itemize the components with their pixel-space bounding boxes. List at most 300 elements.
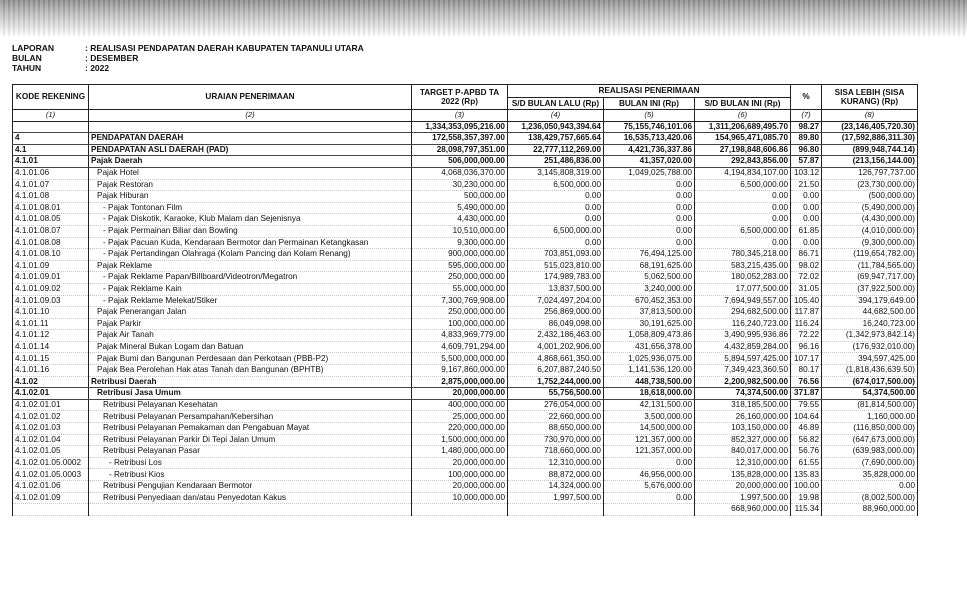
col-index: (3) xyxy=(412,110,508,121)
row-realisasi-ini: 121,357,000.00 xyxy=(604,434,695,446)
row-description: - Retribusi Kios xyxy=(89,469,412,481)
row-code: 4.1.01.08.10 xyxy=(13,249,89,261)
row-target: 9,167,860,000.00 xyxy=(412,365,508,377)
col-index: (1) xyxy=(13,110,89,121)
row-description: Pajak Parkir xyxy=(89,318,412,330)
row-realisasi-lalu: 0.00 xyxy=(508,191,604,203)
row-realisasi-ini: 4,421,736,337.86 xyxy=(604,144,695,156)
row-description: Pajak Reklame xyxy=(89,260,412,272)
row-realisasi-lalu: 0.00 xyxy=(508,237,604,249)
table-row xyxy=(13,365,918,377)
report-month: : DESEMBER xyxy=(85,53,139,63)
row-target: 100,000,000.00 xyxy=(412,469,508,481)
col-header-ini: BULAN INI (Rp) xyxy=(604,97,695,110)
report-title-row xyxy=(12,43,364,53)
row-sisa: (37,922,500.00) xyxy=(822,283,918,295)
row-percent: 61.85 xyxy=(791,225,822,237)
row-sisa: (500,000.00) xyxy=(822,191,918,203)
row-description: Retribusi Penyediaan dan/atau Penyedotan Kakus xyxy=(89,492,412,504)
row-description: Pajak Bea Perolehan Hak atas Tanah dan Bangunan (BPHTB) xyxy=(89,365,412,377)
table-row xyxy=(13,318,918,330)
row-realisasi-lalu: 86,049,098.00 xyxy=(508,318,604,330)
row-target: 5,490,000.00 xyxy=(412,202,508,214)
row-realisasi-sd-ini: 0.00 xyxy=(695,202,791,214)
row-realisasi-ini: 0.00 xyxy=(604,202,695,214)
row-percent: 116.24 xyxy=(791,318,822,330)
row-realisasi-lalu: 4,868,661,350.00 xyxy=(508,353,604,365)
row-target: 4,609,791,294.00 xyxy=(412,341,508,353)
row-realisasi-lalu xyxy=(508,504,604,516)
row-percent: 96.16 xyxy=(791,341,822,353)
row-code: 4.1.01.09.01 xyxy=(13,272,89,284)
row-percent: 135.83 xyxy=(791,469,822,481)
report-year: : 2022 xyxy=(85,63,110,73)
row-realisasi-ini: 0.00 xyxy=(604,191,695,203)
row-sisa: (176,932,010.00) xyxy=(822,341,918,353)
row-sisa: (17,592,886,311.30) xyxy=(822,133,918,145)
table-row xyxy=(13,423,918,435)
row-realisasi-lalu: 12,310,000.00 xyxy=(508,457,604,469)
row-code: 4.1.01.08.07 xyxy=(13,225,89,237)
table-row xyxy=(13,133,918,145)
col-index: (8) xyxy=(822,110,918,121)
row-realisasi-lalu: 256,869,000.00 xyxy=(508,307,604,319)
row-sisa: (11,784,565.00) xyxy=(822,260,918,272)
row-description: PENDAPATAN DAERAH xyxy=(89,133,412,145)
row-realisasi-lalu: 13,837,500.00 xyxy=(508,283,604,295)
row-code: 4.1.01 xyxy=(13,156,89,168)
row-sisa: (81,814,500.00) xyxy=(822,399,918,411)
row-code: 4.1.01.09.03 xyxy=(13,295,89,307)
row-sisa: (4,010,000.00) xyxy=(822,225,918,237)
row-sisa: (5,490,000.00) xyxy=(822,202,918,214)
row-realisasi-sd-ini: 780,345,218.00 xyxy=(695,249,791,261)
table-row xyxy=(13,214,918,226)
row-sisa: (119,654,782.00) xyxy=(822,249,918,261)
row-percent: 76.56 xyxy=(791,376,822,388)
row-realisasi-ini: 0.00 xyxy=(604,492,695,504)
row-realisasi-lalu: 718,660,000.00 xyxy=(508,446,604,458)
row-realisasi-lalu: 1,997,500.00 xyxy=(508,492,604,504)
row-realisasi-ini: 670,452,353.00 xyxy=(604,295,695,307)
col-index: (4) xyxy=(508,110,604,121)
row-description: - Retribusi Los xyxy=(89,457,412,469)
row-percent: 107.17 xyxy=(791,353,822,365)
scan-artifact xyxy=(0,0,967,36)
row-code: 4.1.02.01.03 xyxy=(13,423,89,435)
row-percent: 0.00 xyxy=(791,214,822,226)
table-row xyxy=(13,434,918,446)
row-description: Retribusi Pelayanan Pemakaman dan Pengabuan Mayat xyxy=(89,423,412,435)
row-realisasi-sd-ini: 116,240,723.00 xyxy=(695,318,791,330)
row-percent: 100.00 xyxy=(791,481,822,493)
row-realisasi-lalu: 6,500,000.00 xyxy=(508,179,604,191)
row-percent: 89.80 xyxy=(791,133,822,145)
row-realisasi-ini: 5,062,500.00 xyxy=(604,272,695,284)
row-code: 4.1.02 xyxy=(13,376,89,388)
col-index: (2) xyxy=(89,110,412,121)
row-description: Pajak Restoran xyxy=(89,179,412,191)
row-realisasi-lalu: 4,001,202,906.00 xyxy=(508,341,604,353)
row-target: 400,000,000.00 xyxy=(412,399,508,411)
row-realisasi-ini: 16,535,713,420.06 xyxy=(604,133,695,145)
row-target: 30,230,000.00 xyxy=(412,179,508,191)
row-realisasi-lalu: 3,145,808,319.00 xyxy=(508,167,604,179)
row-realisasi-sd-ini: 27,198,848,606.86 xyxy=(695,144,791,156)
row-description: Pajak Penerangan Jalan xyxy=(89,307,412,319)
row-percent: 0.00 xyxy=(791,191,822,203)
row-code: 4.1.02.01.06 xyxy=(13,481,89,493)
table-row xyxy=(13,121,918,133)
row-percent: 19.98 xyxy=(791,492,822,504)
table-row xyxy=(13,179,918,191)
row-realisasi-sd-ini: 4,432,859,284.00 xyxy=(695,341,791,353)
row-realisasi-ini: 68,191,625.00 xyxy=(604,260,695,272)
row-sisa: (647,673,000.00) xyxy=(822,434,918,446)
row-realisasi-ini: 41,357,020.00 xyxy=(604,156,695,168)
row-realisasi-sd-ini: 6,500,000.00 xyxy=(695,179,791,191)
table-row xyxy=(13,272,918,284)
table-row xyxy=(13,283,918,295)
row-realisasi-ini: 14,500,000.00 xyxy=(604,423,695,435)
row-sisa: 0.00 xyxy=(822,481,918,493)
row-realisasi-ini: 448,738,500.00 xyxy=(604,376,695,388)
row-realisasi-ini: 37,813,500.00 xyxy=(604,307,695,319)
row-realisasi-ini: 0.00 xyxy=(604,225,695,237)
row-description: Pajak Daerah xyxy=(89,156,412,168)
row-code: 4.1.01.12 xyxy=(13,330,89,342)
row-realisasi-sd-ini: 26,160,000.00 xyxy=(695,411,791,423)
row-code: 4.1.02.01.01 xyxy=(13,399,89,411)
table-body xyxy=(13,121,918,515)
row-sisa: (8,002,500.00) xyxy=(822,492,918,504)
row-realisasi-sd-ini: 154,965,471,085.70 xyxy=(695,133,791,145)
row-target: 28,098,797,351.00 xyxy=(412,144,508,156)
row-description: Retribusi Pelayanan Kesehatan xyxy=(89,399,412,411)
row-realisasi-lalu: 730,970,000.00 xyxy=(508,434,604,446)
row-realisasi-ini xyxy=(604,504,695,516)
row-realisasi-ini: 0.00 xyxy=(604,179,695,191)
row-realisasi-sd-ini: 583,215,435.00 xyxy=(695,260,791,272)
row-target: 900,000,000.00 xyxy=(412,249,508,261)
row-target: 220,000,000.00 xyxy=(412,423,508,435)
row-realisasi-ini: 0.00 xyxy=(604,214,695,226)
row-target: 100,000,000.00 xyxy=(412,318,508,330)
row-code: 4.1.01.14 xyxy=(13,341,89,353)
table-row xyxy=(13,388,918,400)
row-sisa: (899,948,744.14) xyxy=(822,144,918,156)
table-row xyxy=(13,411,918,423)
row-realisasi-sd-ini: 7,694,949,557.00 xyxy=(695,295,791,307)
row-target: 10,510,000.00 xyxy=(412,225,508,237)
col-header-pct: % xyxy=(791,85,822,110)
row-percent: 46.89 xyxy=(791,423,822,435)
column-index-row xyxy=(13,110,918,121)
row-target: 10,000,000.00 xyxy=(412,492,508,504)
meta-label-tahun: TAHUN xyxy=(12,63,42,73)
row-realisasi-ini: 18,618,000.00 xyxy=(604,388,695,400)
row-target: 4,833,969,779.00 xyxy=(412,330,508,342)
row-code: 4.1.01.15 xyxy=(13,353,89,365)
table-row xyxy=(13,341,918,353)
col-header-kode: KODE REKENING xyxy=(13,85,89,110)
row-code: 4.1.01.08.08 xyxy=(13,237,89,249)
row-percent: 0.00 xyxy=(791,202,822,214)
report-year-row xyxy=(12,63,364,73)
row-realisasi-sd-ini: 5,894,597,425.00 xyxy=(695,353,791,365)
row-sisa: 35,828,000.00 xyxy=(822,469,918,481)
col-header-target: TARGET P-APBD TA 2022 (Rp) xyxy=(412,85,508,110)
table-row xyxy=(13,237,918,249)
row-sisa: (1,818,436,639.50) xyxy=(822,365,918,377)
row-realisasi-lalu: 14,324,000.00 xyxy=(508,481,604,493)
row-code: 4.1.02.01.02 xyxy=(13,411,89,423)
row-description: Retribusi Jasa Umum xyxy=(89,388,412,400)
row-realisasi-sd-ini: 103,150,000.00 xyxy=(695,423,791,435)
report-title: : REALISASI PENDAPATAN DAERAH KABUPATEN TAPANULI UTARA xyxy=(85,43,364,53)
col-header-sisa: SISA LEBIH (SISA KURANG) (Rp) xyxy=(822,85,918,110)
row-realisasi-lalu: 1,236,050,943,394.64 xyxy=(508,121,604,133)
row-description: - Pajak Permainan Biliar dan Bowling xyxy=(89,225,412,237)
row-sisa: (23,146,405,720.30) xyxy=(822,121,918,133)
row-realisasi-ini: 1,025,936,075.00 xyxy=(604,353,695,365)
row-realisasi-sd-ini: 668,960,000.00 xyxy=(695,504,791,516)
col-header-sd-ini: S/D BULAN INI (Rp) xyxy=(695,97,791,110)
row-realisasi-ini: 431,656,378.00 xyxy=(604,341,695,353)
row-description: - Pajak Tontonan Film xyxy=(89,202,412,214)
row-realisasi-sd-ini: 0.00 xyxy=(695,237,791,249)
row-target: 25,000,000.00 xyxy=(412,411,508,423)
row-target xyxy=(412,504,508,516)
row-realisasi-sd-ini: 3,490,995,936.86 xyxy=(695,330,791,342)
row-percent: 56.76 xyxy=(791,446,822,458)
row-target: 7,300,769,908.00 xyxy=(412,295,508,307)
row-realisasi-ini: 75,155,746,101.06 xyxy=(604,121,695,133)
row-percent: 80.17 xyxy=(791,365,822,377)
row-realisasi-sd-ini: 17,077,500.00 xyxy=(695,283,791,295)
row-percent: 72.22 xyxy=(791,330,822,342)
row-description: - Pajak Reklame Kain xyxy=(89,283,412,295)
row-realisasi-lalu: 6,500,000.00 xyxy=(508,225,604,237)
row-realisasi-lalu: 22,660,000.00 xyxy=(508,411,604,423)
row-percent: 115.34 xyxy=(791,504,822,516)
table-row xyxy=(13,307,918,319)
row-realisasi-lalu: 2,432,186,463.00 xyxy=(508,330,604,342)
table-row xyxy=(13,353,918,365)
report-header xyxy=(12,43,364,73)
row-code: 4.1.01.06 xyxy=(13,167,89,179)
row-description: - Pajak Reklame Melekat/Stiker xyxy=(89,295,412,307)
row-realisasi-sd-ini: 12,310,000.00 xyxy=(695,457,791,469)
row-target: 20,000,000.00 xyxy=(412,457,508,469)
row-realisasi-sd-ini: 0.00 xyxy=(695,191,791,203)
row-percent: 57.87 xyxy=(791,156,822,168)
row-realisasi-lalu: 88,650,000.00 xyxy=(508,423,604,435)
row-percent: 86.71 xyxy=(791,249,822,261)
row-percent: 103.12 xyxy=(791,167,822,179)
row-realisasi-ini: 121,357,000.00 xyxy=(604,446,695,458)
row-realisasi-sd-ini: 318,185,500.00 xyxy=(695,399,791,411)
row-description: Pajak Bumi dan Bangunan Perdesaan dan Perkotaan (PBB-P2) xyxy=(89,353,412,365)
col-header-uraian: URAIAN PENERIMAAN xyxy=(89,85,412,110)
table-row xyxy=(13,481,918,493)
row-realisasi-sd-ini: 292,843,856.00 xyxy=(695,156,791,168)
row-realisasi-lalu: 0.00 xyxy=(508,214,604,226)
row-realisasi-sd-ini: 4,194,834,107.00 xyxy=(695,167,791,179)
row-code: 4.1.02.01.09 xyxy=(13,492,89,504)
row-sisa: 1,160,000.00 xyxy=(822,411,918,423)
row-sisa: (9,300,000.00) xyxy=(822,237,918,249)
row-target: 250,000,000.00 xyxy=(412,272,508,284)
row-realisasi-lalu: 251,486,836.00 xyxy=(508,156,604,168)
row-realisasi-ini: 0.00 xyxy=(604,237,695,249)
row-percent: 72.02 xyxy=(791,272,822,284)
row-code xyxy=(13,504,89,516)
row-code: 4.1.01.10 xyxy=(13,307,89,319)
table-header-row xyxy=(13,85,918,98)
row-realisasi-ini: 3,240,000.00 xyxy=(604,283,695,295)
row-target: 20,000,000.00 xyxy=(412,481,508,493)
row-percent: 21.50 xyxy=(791,179,822,191)
table-row xyxy=(13,492,918,504)
row-realisasi-sd-ini: 6,500,000.00 xyxy=(695,225,791,237)
col-index: (6) xyxy=(695,110,791,121)
row-realisasi-sd-ini: 135,828,000.00 xyxy=(695,469,791,481)
meta-label-laporan: LAPORAN xyxy=(12,43,55,53)
row-realisasi-sd-ini: 0.00 xyxy=(695,214,791,226)
col-header-lalu: S/D BULAN LALU (Rp) xyxy=(508,97,604,110)
row-target: 4,430,000.00 xyxy=(412,214,508,226)
row-target: 1,334,353,095,216.00 xyxy=(412,121,508,133)
row-sisa: (674,017,500.00) xyxy=(822,376,918,388)
row-percent: 96.80 xyxy=(791,144,822,156)
row-target: 2,875,000,000.00 xyxy=(412,376,508,388)
row-code: 4.1.01.08 xyxy=(13,191,89,203)
table-row xyxy=(13,167,918,179)
row-description xyxy=(89,504,412,516)
row-percent: 98.02 xyxy=(791,260,822,272)
row-target: 1,480,000,000.00 xyxy=(412,446,508,458)
row-description xyxy=(89,121,412,133)
row-realisasi-sd-ini: 840,017,000.00 xyxy=(695,446,791,458)
row-target: 595,000,000.00 xyxy=(412,260,508,272)
row-sisa: 394,179,649.00 xyxy=(822,295,918,307)
row-code: 4.1.02.01.05.0003 xyxy=(13,469,89,481)
row-sisa: 54,374,500.00 xyxy=(822,388,918,400)
table-row xyxy=(13,191,918,203)
row-target: 5,500,000,000.00 xyxy=(412,353,508,365)
row-target: 20,000,000.00 xyxy=(412,388,508,400)
row-realisasi-sd-ini: 7,349,423,360.50 xyxy=(695,365,791,377)
row-percent: 98.27 xyxy=(791,121,822,133)
row-percent: 104.64 xyxy=(791,411,822,423)
row-realisasi-lalu: 276,054,000.00 xyxy=(508,399,604,411)
row-sisa: (213,156,144.00) xyxy=(822,156,918,168)
row-realisasi-sd-ini: 20,000,000.00 xyxy=(695,481,791,493)
row-realisasi-lalu: 138,429,757,665.64 xyxy=(508,133,604,145)
row-description: - Pajak Pacuan Kuda, Kendaraan Bermotor dan Permainan Ketangkasan xyxy=(89,237,412,249)
row-description: Pajak Air Tanah xyxy=(89,330,412,342)
row-description: Retribusi Pengujian Kendaraan Bermotor xyxy=(89,481,412,493)
row-realisasi-ini: 1,141,536,120.00 xyxy=(604,365,695,377)
row-realisasi-lalu: 22,777,112,269.00 xyxy=(508,144,604,156)
row-realisasi-ini: 30,191,625.00 xyxy=(604,318,695,330)
row-description: - Pajak Reklame Papan/Billboard/Videotron/Megatron xyxy=(89,272,412,284)
row-sisa: 88,960,000.00 xyxy=(822,504,918,516)
table-row xyxy=(13,376,918,388)
row-realisasi-sd-ini: 1,311,206,689,495.70 xyxy=(695,121,791,133)
row-sisa: 16,240,723.00 xyxy=(822,318,918,330)
col-index: (7) xyxy=(791,110,822,121)
row-description: Retribusi Pelayanan Parkir Di Tepi Jalan Umum xyxy=(89,434,412,446)
row-sisa: (639,983,000.00) xyxy=(822,446,918,458)
table-row xyxy=(13,144,918,156)
row-target: 1,500,000,000.00 xyxy=(412,434,508,446)
row-target: 4,068,036,370.00 xyxy=(412,167,508,179)
table-row xyxy=(13,249,918,261)
col-header-realisasi: REALISASI PENERIMAAN xyxy=(508,85,791,98)
row-target: 172,558,357,397.00 xyxy=(412,133,508,145)
row-realisasi-lalu: 0.00 xyxy=(508,202,604,214)
table-row xyxy=(13,446,918,458)
row-code: 4.1.01.07 xyxy=(13,179,89,191)
row-sisa: (4,430,000.00) xyxy=(822,214,918,226)
row-realisasi-lalu: 174,989,783.00 xyxy=(508,272,604,284)
row-target: 9,300,000.00 xyxy=(412,237,508,249)
table-row xyxy=(13,260,918,272)
row-realisasi-lalu: 6,207,887,240.50 xyxy=(508,365,604,377)
row-description: Retribusi Pelayanan Persampahan/Kebersihan xyxy=(89,411,412,423)
row-realisasi-lalu: 55,756,500.00 xyxy=(508,388,604,400)
row-code: 4 xyxy=(13,133,89,145)
row-code: 4.1.02.01.05 xyxy=(13,446,89,458)
row-percent: 0.00 xyxy=(791,237,822,249)
table-row xyxy=(13,457,918,469)
row-sisa: 394,597,425.00 xyxy=(822,353,918,365)
row-description: Retribusi Daerah xyxy=(89,376,412,388)
row-target: 250,000,000.00 xyxy=(412,307,508,319)
row-sisa: (1,342,973,842.14) xyxy=(822,330,918,342)
row-sisa: 126,797,737.00 xyxy=(822,167,918,179)
row-realisasi-ini: 5,676,000.00 xyxy=(604,481,695,493)
row-sisa: (7,690,000.00) xyxy=(822,457,918,469)
row-realisasi-sd-ini: 74,374,500.00 xyxy=(695,388,791,400)
revenue-table xyxy=(12,84,918,516)
row-description: Pajak Hotel xyxy=(89,167,412,179)
row-sisa: (116,850,000.00) xyxy=(822,423,918,435)
row-code: 4.1.01.08.05 xyxy=(13,214,89,226)
row-description: Pajak Mineral Bukan Logam dan Batuan xyxy=(89,341,412,353)
row-percent: 79.55 xyxy=(791,399,822,411)
row-realisasi-lalu: 88,872,000.00 xyxy=(508,469,604,481)
row-sisa: (69,947,717.00) xyxy=(822,272,918,284)
report-month-row xyxy=(12,53,364,63)
row-realisasi-sd-ini: 852,327,000.00 xyxy=(695,434,791,446)
row-realisasi-lalu: 703,851,093.00 xyxy=(508,249,604,261)
row-description: PENDAPATAN ASLI DAERAH (PAD) xyxy=(89,144,412,156)
row-realisasi-ini: 76,494,125.00 xyxy=(604,249,695,261)
row-code: 4.1.01.16 xyxy=(13,365,89,377)
row-sisa: 44,682,500.00 xyxy=(822,307,918,319)
row-realisasi-ini: 42,131,500.00 xyxy=(604,399,695,411)
table-row xyxy=(13,295,918,307)
row-realisasi-sd-ini: 2,200,982,500.00 xyxy=(695,376,791,388)
col-index: (5) xyxy=(604,110,695,121)
row-sisa: (23,730,000.00) xyxy=(822,179,918,191)
row-code: 4.1.02.01 xyxy=(13,388,89,400)
row-realisasi-lalu: 515,023,810.00 xyxy=(508,260,604,272)
table-row xyxy=(13,156,918,168)
